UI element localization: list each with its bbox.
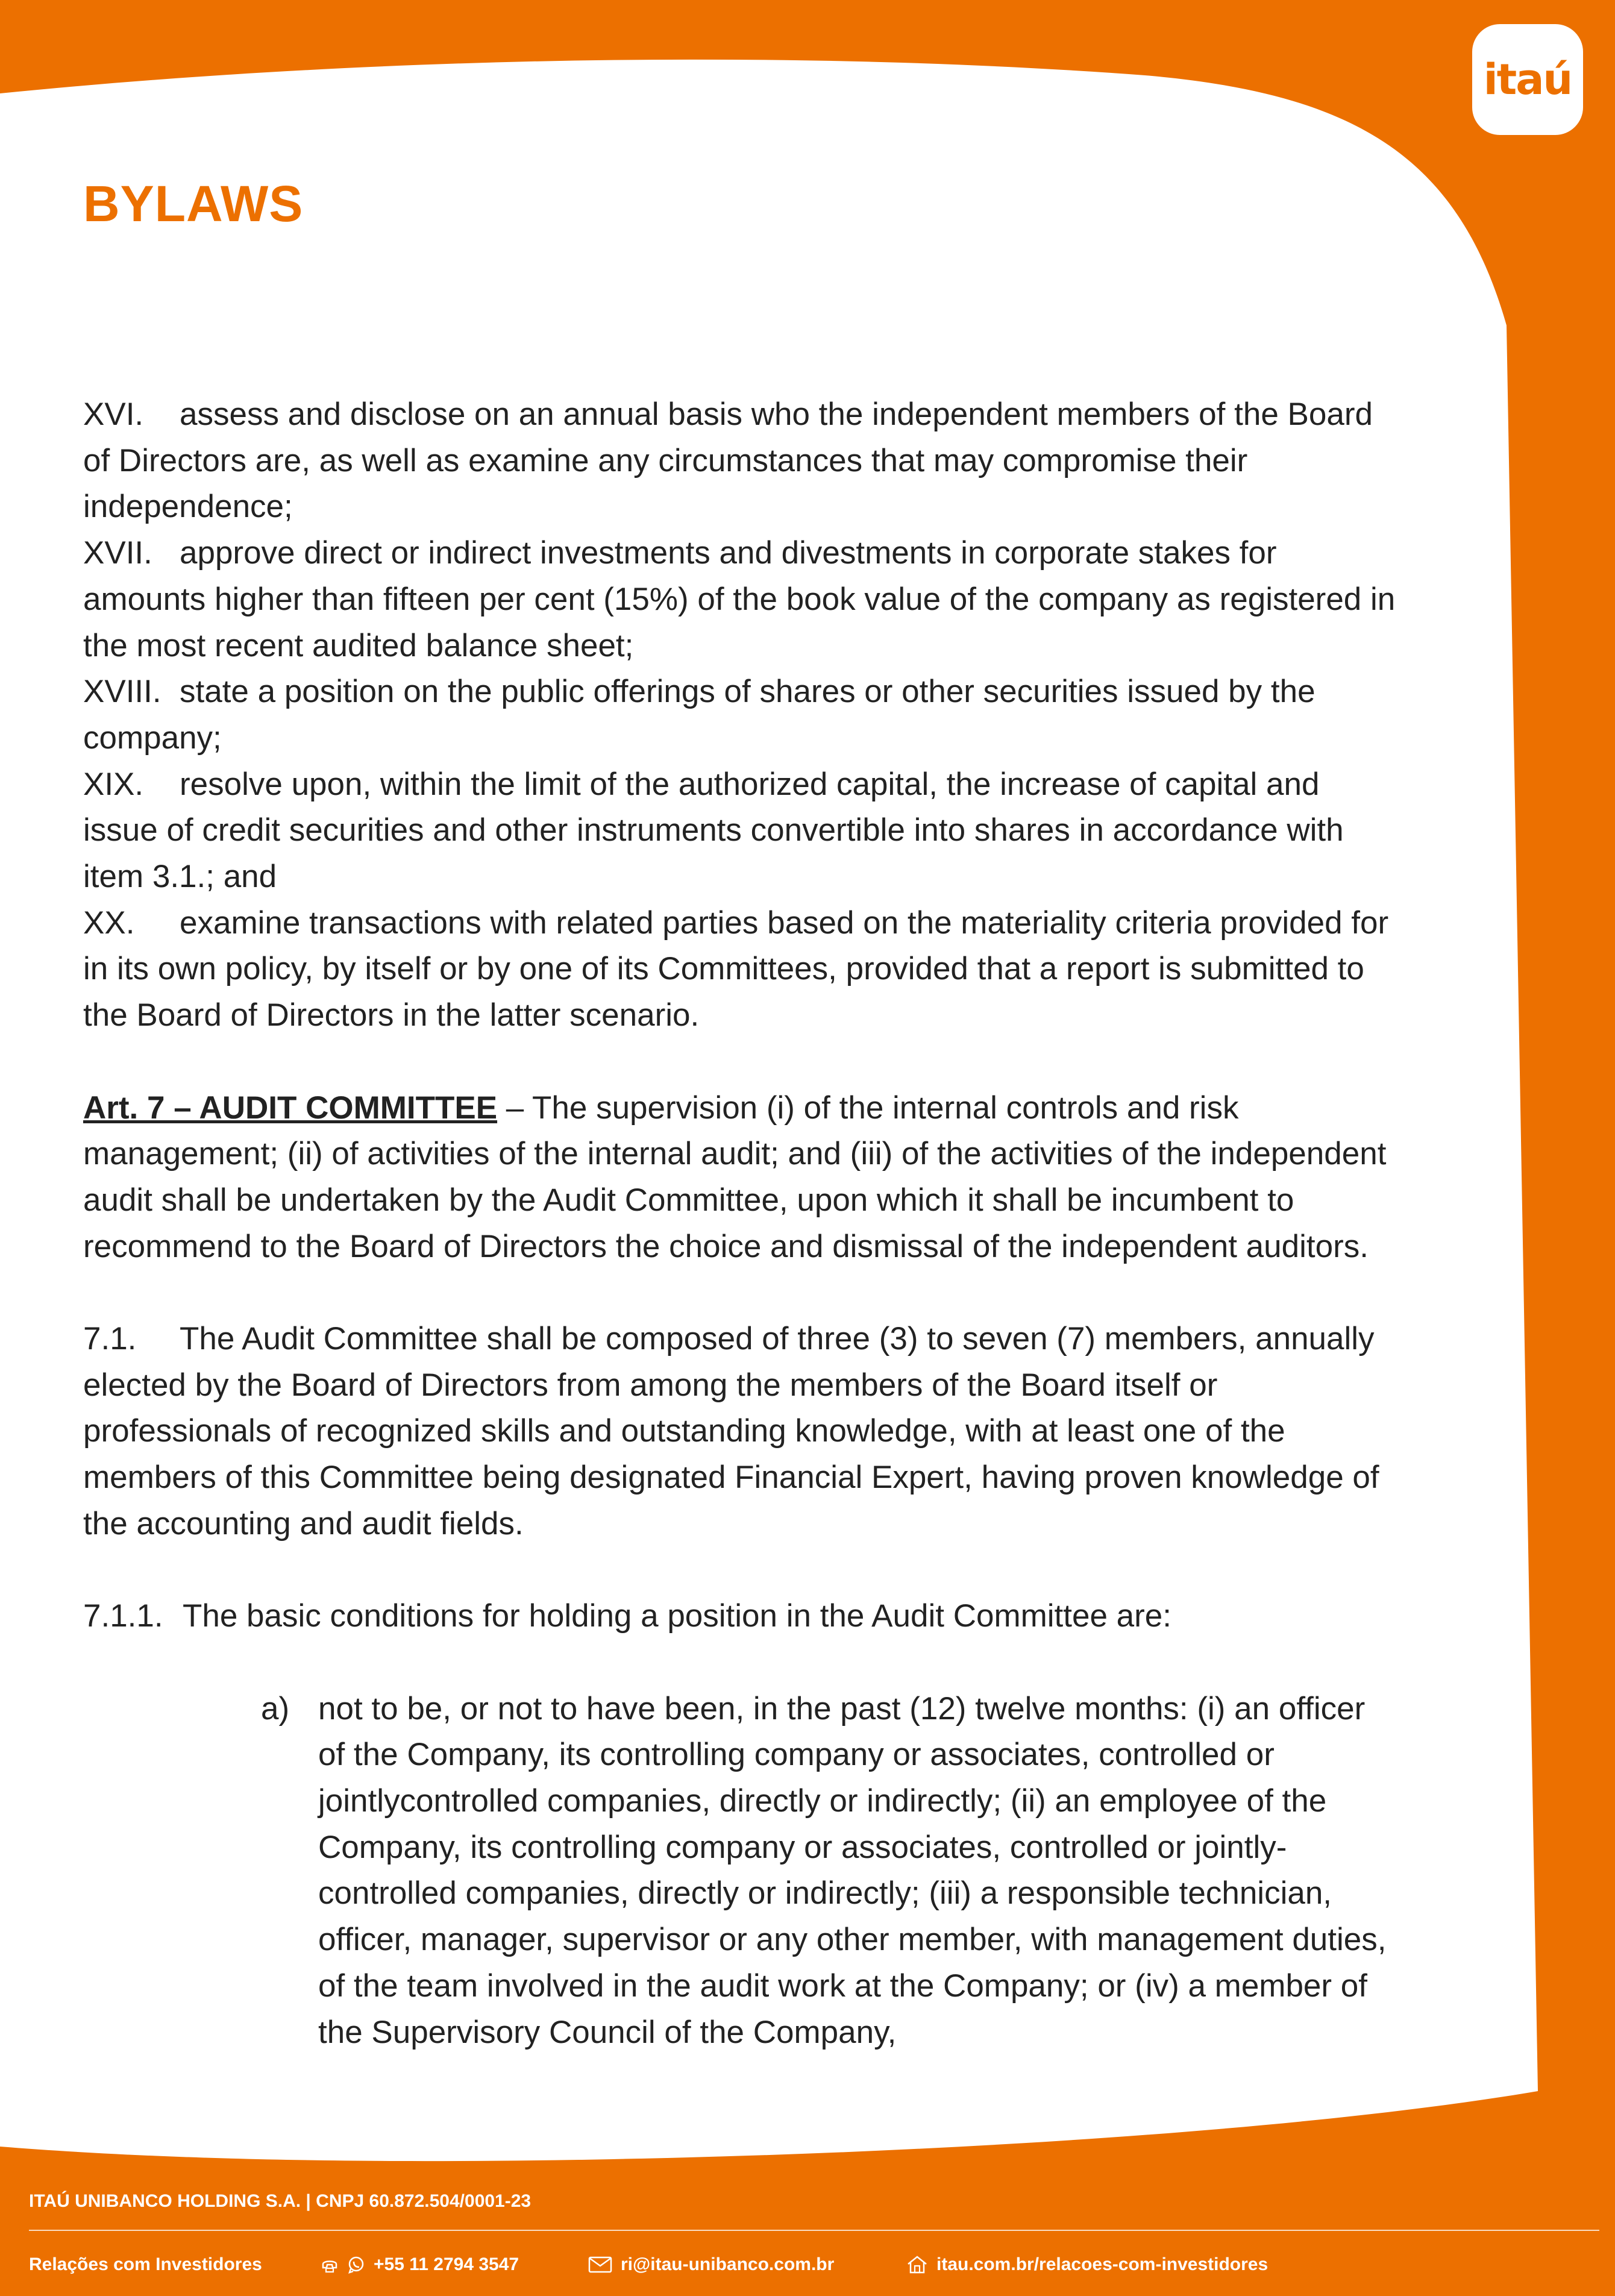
- document-body: [83, 392, 1397, 2056]
- section-number: 7.1.: [83, 1321, 137, 1357]
- condition-item-a: [261, 1686, 1397, 2056]
- website-url: itau.com.br/relacoes-com-investidores: [936, 2254, 1268, 2274]
- footer-company-info: ITAÚ UNIBANCO HOLDING S.A. | CNPJ 60.872.504/0001-23: [29, 2191, 532, 2211]
- footer-email[interactable]: [588, 2250, 834, 2280]
- item-text: resolve upon, within the limit of the authorized capital, the increase of capital and issue of credit securities and other instruments convertible into shares in accordance with item 3.1.; and: [83, 766, 1344, 895]
- board-item-xix: [83, 762, 1397, 900]
- item-text: examine transactions with related parties based on the materiality criteria provided for in its own policy, by itself or by one of its Committees, provided that a report is submitted to the Board of Directors in the latter scenario.: [83, 905, 1389, 1034]
- item-number: XX.: [83, 905, 135, 941]
- footer-divider: [29, 2230, 1599, 2231]
- conditions-list: [261, 1686, 1397, 2056]
- item-text: state a position on the public offerings of shares or other securities issued by the company;: [83, 674, 1316, 756]
- condition-text: not to be, or not to have been, in the past (12) twelve months: (i) an officer of the Company, its controlling company or associates, controlled or jointlycontrolled companies, directly or indirectly; (ii) an employee of the Company, its controlling company or associates, controlled or jointly-controlled companies, directly or indirectly; (iii) a responsible technician, officer, manager, supervisor or any other member, with management duties, of the team involved in the audit work at the Company; or (iv) a member of the Supervisory Council of the Company,: [318, 1690, 1387, 2050]
- section-number: 7.1.1.: [83, 1598, 163, 1634]
- item-text: assess and disclose on an annual basis who the independent members of the Board of Directors are, as well as examine any circumstances that may compromise their independence;: [83, 397, 1373, 525]
- board-item-xx: [83, 900, 1397, 1039]
- article-7-heading: Art. 7 – AUDIT COMMITTEE: [83, 1090, 498, 1126]
- phone-icon: [321, 2256, 339, 2274]
- email-address: ri@itau-unibanco.com.br: [621, 2254, 835, 2274]
- phone-number: +55 11 2794 3547: [374, 2254, 519, 2274]
- item-number: XVI.: [83, 397, 144, 432]
- footer-ir-label: [29, 2250, 262, 2280]
- section-text: The basic conditions for holding a position in the Audit Committee are:: [183, 1598, 1171, 1634]
- section-7-1-1: [83, 1593, 1397, 1640]
- home-icon: [906, 2255, 928, 2274]
- item-number: XIX.: [83, 766, 144, 802]
- page-title: BYLAWS: [83, 175, 304, 232]
- article-7-text: – The supervision (i) of the internal controls and risk management; (ii) of activities of the internal audit; and (iii) of the activities of the independent audit shall be undertaken by the Audit Committee, upon which it shall be incumbent to recommend to the Board of Directors the choice and dismissal of the independent auditors.: [83, 1090, 1387, 1264]
- footer-phone[interactable]: [321, 2250, 519, 2280]
- item-text: approve direct or indirect investments and divestments in corporate stakes for amounts higher than fifteen per cent (15%) of the book value of the company as registered in the most recent audited balance sheet;: [83, 535, 1396, 663]
- condition-label: a): [261, 1690, 290, 1727]
- board-item-xviii: [83, 669, 1397, 761]
- whatsapp-icon: [347, 2256, 365, 2274]
- section-text: The Audit Committee shall be composed of three (3) to seven (7) members, annually elected by the Board of Directors from among the members of the Board itself or professionals of recognized skills and outstanding knowledge, with at least one of the members of this Committee being designated Financial Expert, having proven knowledge of the accounting and audit fields.: [83, 1321, 1379, 1542]
- footer-website[interactable]: [906, 2250, 1268, 2280]
- article-7-paragraph: [83, 1085, 1397, 1270]
- itau-logo: itaú: [1472, 24, 1583, 135]
- footer-contacts: [29, 2250, 1596, 2280]
- board-item-xvii: [83, 530, 1397, 669]
- item-number: XVIII.: [83, 674, 162, 710]
- item-number: XVII.: [83, 535, 152, 571]
- board-item-xvi: [83, 392, 1397, 530]
- investor-relations-label: Relações com Investidores: [29, 2254, 262, 2274]
- section-7-1: [83, 1316, 1397, 1548]
- mail-icon: [588, 2256, 612, 2274]
